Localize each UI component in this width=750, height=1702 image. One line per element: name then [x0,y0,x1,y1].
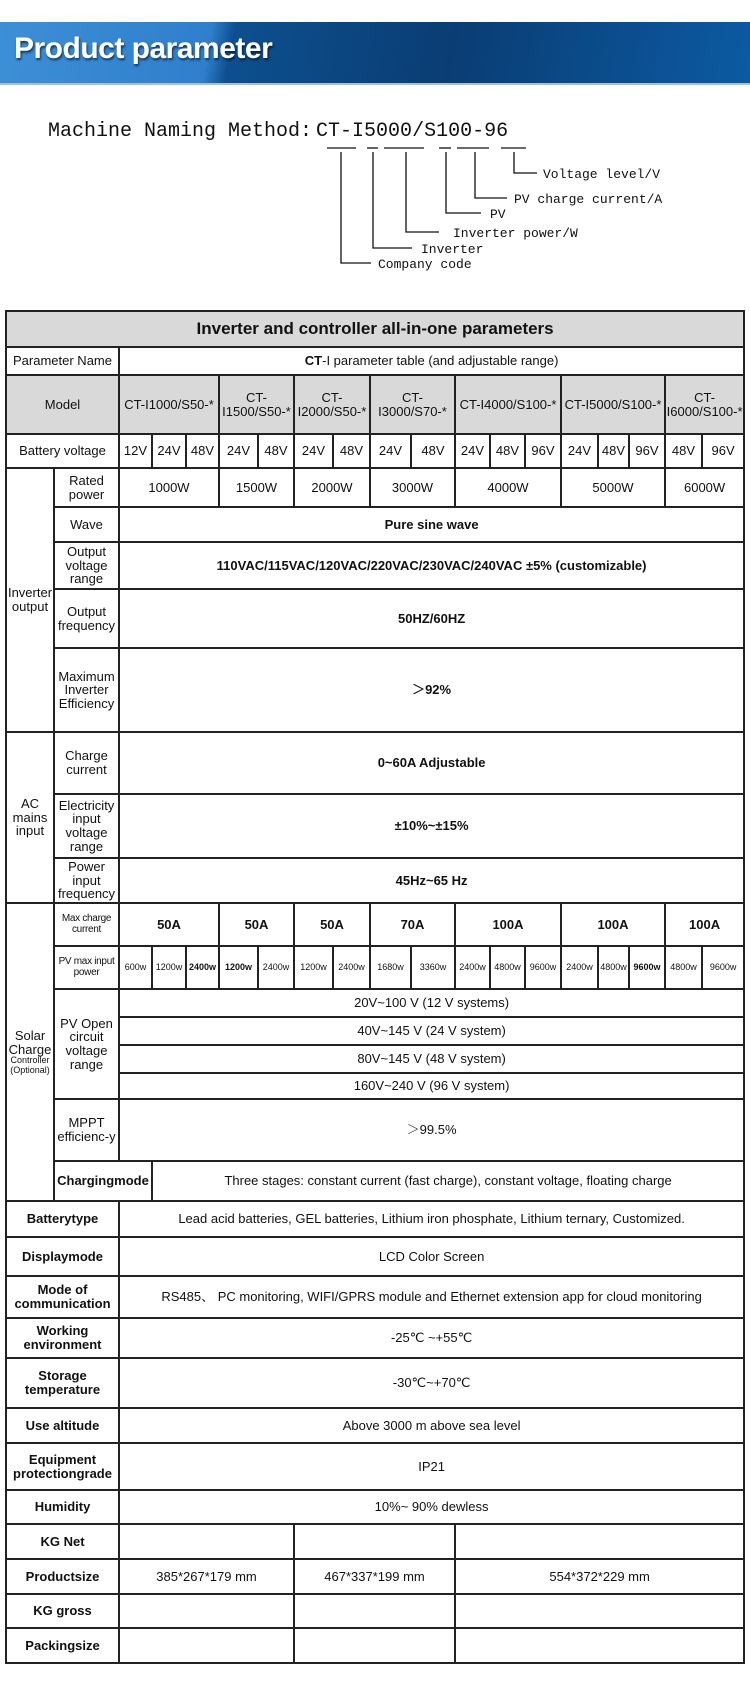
physical-row [6,1594,744,1628]
efficiency-label: Maximum Inverter Efficiency [54,648,119,732]
battery-voltage-cell: 48V [333,434,370,468]
solar-group-label [6,903,54,1201]
pv-max-cell: 600w [119,946,152,989]
mppt-value: ＞99.5% [119,1099,744,1161]
general-row [6,1358,744,1408]
pv-max-cell: 9600w [629,946,665,989]
naming-diagram [0,0,750,290]
pv-max-label: PV max input power [54,946,119,989]
general-label: Equipment protectiongrade [6,1443,119,1490]
general-row [6,1443,744,1490]
param-name-row [6,347,744,375]
rated-power-cell: 2000W [294,468,370,507]
physical-row [6,1559,744,1594]
input-voltage-row [6,794,744,858]
wave-row [6,507,744,542]
battery-voltage-cell: 48V [665,434,702,468]
battery-voltage-cell: 96V [629,434,665,468]
naming-label: Machine Naming Method: [48,120,313,143]
battery-voltage-cell: 48V [490,434,525,468]
efficiency-row [6,648,744,732]
charge-current-value: 0~60A Adjustable [119,732,744,794]
rated-power-cell: 1000W [119,468,219,507]
pv-max-cell: 4800w [665,946,702,989]
input-voltage-value: ±10%~±15% [119,794,744,858]
general-value: Lead acid batteries, GEL batteries, Lithium iron phosphate, Lithium ternary, Customized. [119,1201,744,1237]
physical-label: KG gross [6,1594,119,1628]
physical-value [294,1594,455,1628]
table-title-row [6,311,744,347]
battery-voltage-cell: 24V [152,434,186,468]
physical-value [455,1524,744,1559]
solar-sub2: (Optional) [10,1064,50,1075]
max-charge-row [6,903,744,946]
model-cell: CT-I1500/S50-* [219,375,294,434]
part-company-code: Company code [378,257,472,272]
param-table-caption [119,347,744,375]
physical-value [455,1594,744,1628]
battery-voltage-cell: 48V [598,434,629,468]
model-label: Model [6,375,119,434]
pv-max-cell: 2400w [186,946,219,989]
output-frequency-row [6,589,744,648]
pv-open-value: 80V~145 V (48 V system) [119,1045,744,1073]
max-charge-cell: 70A [370,903,455,946]
battery-voltage-cell: 48V [258,434,294,468]
battery-voltage-cell: 24V [294,434,333,468]
pv-max-cell: 2400w [258,946,294,989]
rated-power-cell: 4000W [455,468,561,507]
battery-voltage-cell: 96V [702,434,744,468]
charge-current-label: Charge current [54,732,119,794]
pv-max-cell: 2400w [561,946,598,989]
output-frequency-value: 50HZ/60HZ [119,589,744,648]
input-frequency-value: 45Hz~65 Hz [119,858,744,903]
parameter-table [5,310,745,1664]
battery-voltage-cell: 24V [370,434,411,468]
general-label: Batterytype [6,1201,119,1237]
general-value: IP21 [119,1443,744,1490]
pv-max-cell: 1680w [370,946,411,989]
model-cell: CT-I6000/S100-* [665,375,744,434]
table-title: Inverter and controller all-in-one parameters [6,311,744,347]
max-charge-cell: 50A [219,903,294,946]
general-label: Humidity [6,1490,119,1524]
wave-value: Pure sine wave [119,507,744,542]
model-cell: CT-I2000/S50-* [294,375,370,434]
output-voltage-value: 110VAC/115VAC/120VAC/220VAC/230VAC/240VAC ±5% (customizable) [119,542,744,589]
inverter-output-group-label: Inverter output [6,468,54,732]
general-value: Above 3000 m above sea level [119,1408,744,1443]
efficiency-value: ＞92% [119,648,744,732]
model-cell: CT-I4000/S100-* [455,375,561,434]
battery-voltage-cell: 48V [411,434,455,468]
pv-max-cell: 9600w [525,946,561,989]
solar-sub1: Controller [10,1055,50,1066]
pv-max-cell: 9600w [702,946,744,989]
general-label: Mode of communication [6,1276,119,1318]
pv-open-value: 40V~145 V (24 V system) [119,1017,744,1045]
pv-max-cell: 4800w [598,946,629,989]
pv-max-cell: 3360w [411,946,455,989]
physical-value [119,1594,294,1628]
physical-row [6,1628,744,1663]
general-row [6,1408,744,1443]
rated-power-cell: 5000W [561,468,665,507]
rated-power-cell: 6000W [665,468,744,507]
output-voltage-label: Output voltage range [54,542,119,589]
pv-max-cell: 1200w [294,946,333,989]
general-label: Storage temperature [6,1358,119,1408]
physical-value [119,1524,294,1559]
max-charge-cell: 50A [294,903,370,946]
rated-power-cell: 3000W [370,468,455,507]
part-inverter: Inverter [421,242,484,257]
pv-open-value: 20V~100 V (12 V systems) [119,989,744,1017]
mppt-label: MPPT efficienc-y [54,1099,119,1161]
output-frequency-label: Output frequency [54,589,119,648]
physical-value: 467*337*199 mm [294,1559,455,1594]
pv-max-cell: 4800w [490,946,525,989]
general-label: Working environment [6,1318,119,1358]
general-row [6,1490,744,1524]
ac-input-group-label: AC mains input [6,732,54,903]
pv-open-row [6,989,744,1017]
general-row [6,1161,744,1201]
pv-max-cell: 1200w [219,946,258,989]
general-row [6,1318,744,1358]
input-frequency-row [6,858,744,903]
charge-current-row [6,732,744,794]
max-charge-cell: 50A [119,903,219,946]
part-inverter-power: Inverter power/W [453,226,578,241]
battery-voltage-cell: 24V [219,434,258,468]
general-row [6,1276,744,1318]
general-value: -30℃~+70℃ [119,1358,744,1408]
max-charge-cell: 100A [665,903,744,946]
general-label: Chargingmode [54,1161,152,1201]
solar-label: Solar Charge [8,1027,52,1057]
physical-label: KG Net [6,1524,119,1559]
physical-value: 385*267*179 mm [119,1559,294,1594]
input-voltage-label: Electricity input voltage range [54,794,119,858]
part-pv: PV [490,207,506,222]
part-voltage-level: Voltage level/V [543,167,661,182]
pv-max-cell: 2400w [455,946,490,989]
battery-voltage-cell: 96V [525,434,561,468]
model-cell: CT-I5000/S100-* [561,375,665,434]
input-frequency-label: Power input frequency [54,858,119,903]
pv-max-cell: 2400w [333,946,370,989]
general-value: -25℃ ~+55℃ [119,1318,744,1358]
param-name-label: Parameter Name [6,347,119,375]
banner-title: Product parameter [14,32,273,65]
physical-row [6,1524,744,1559]
physical-value [455,1628,744,1663]
physical-label: Productsize [6,1559,119,1594]
pv-max-row [6,946,744,989]
physical-label: Packingsize [6,1628,119,1663]
max-charge-label: Max charge current [54,903,119,946]
battery-voltage-row [6,434,744,468]
battery-voltage-cell: 24V [455,434,490,468]
rated-power-row [6,468,744,507]
physical-value: 554*372*229 mm [455,1559,744,1594]
battery-voltage-label: Battery voltage [6,434,119,468]
pv-open-value: 160V~240 V (96 V system) [119,1073,744,1099]
general-row [6,1237,744,1276]
rated-power-cell: 1500W [219,468,294,507]
max-charge-cell: 100A [561,903,665,946]
mppt-row [6,1099,744,1161]
output-voltage-row [6,542,744,589]
naming-code: CT-I5000/S100-96 [316,120,509,143]
general-label: Displaymode [6,1237,119,1276]
model-row [6,375,744,434]
wave-label: Wave [54,507,119,542]
physical-value [119,1628,294,1663]
model-cell: CT-I1000/S50-* [119,375,219,434]
general-value: RS485、 PC monitoring, WIFI/GPRS module and Ethernet extension app for cloud monitoring [119,1276,744,1318]
pv-max-cell: 1200w [152,946,186,989]
rated-power-label: Rated power [54,468,119,507]
battery-voltage-cell: 12V [119,434,152,468]
general-row [6,1201,744,1237]
pv-open-label: PV Open circuit voltage range [54,989,119,1099]
general-value: Three stages: constant current (fast charge), constant voltage, floating charge [152,1161,744,1201]
battery-voltage-cell: 48V [186,434,219,468]
caption-rest: -I parameter table (and adjustable range) [322,353,559,369]
physical-value [294,1628,455,1663]
caption-prefix: CT [304,353,323,369]
model-cell: CT-I3000/S70-* [370,375,455,434]
general-value: LCD Color Screen [119,1237,744,1276]
general-value: 10%~ 90% dewless [119,1490,744,1524]
max-charge-cell: 100A [455,903,561,946]
general-label: Use altitude [6,1408,119,1443]
physical-value [294,1524,455,1559]
part-pv-charge-current: PV charge current/A [514,192,663,207]
battery-voltage-cell: 24V [561,434,598,468]
